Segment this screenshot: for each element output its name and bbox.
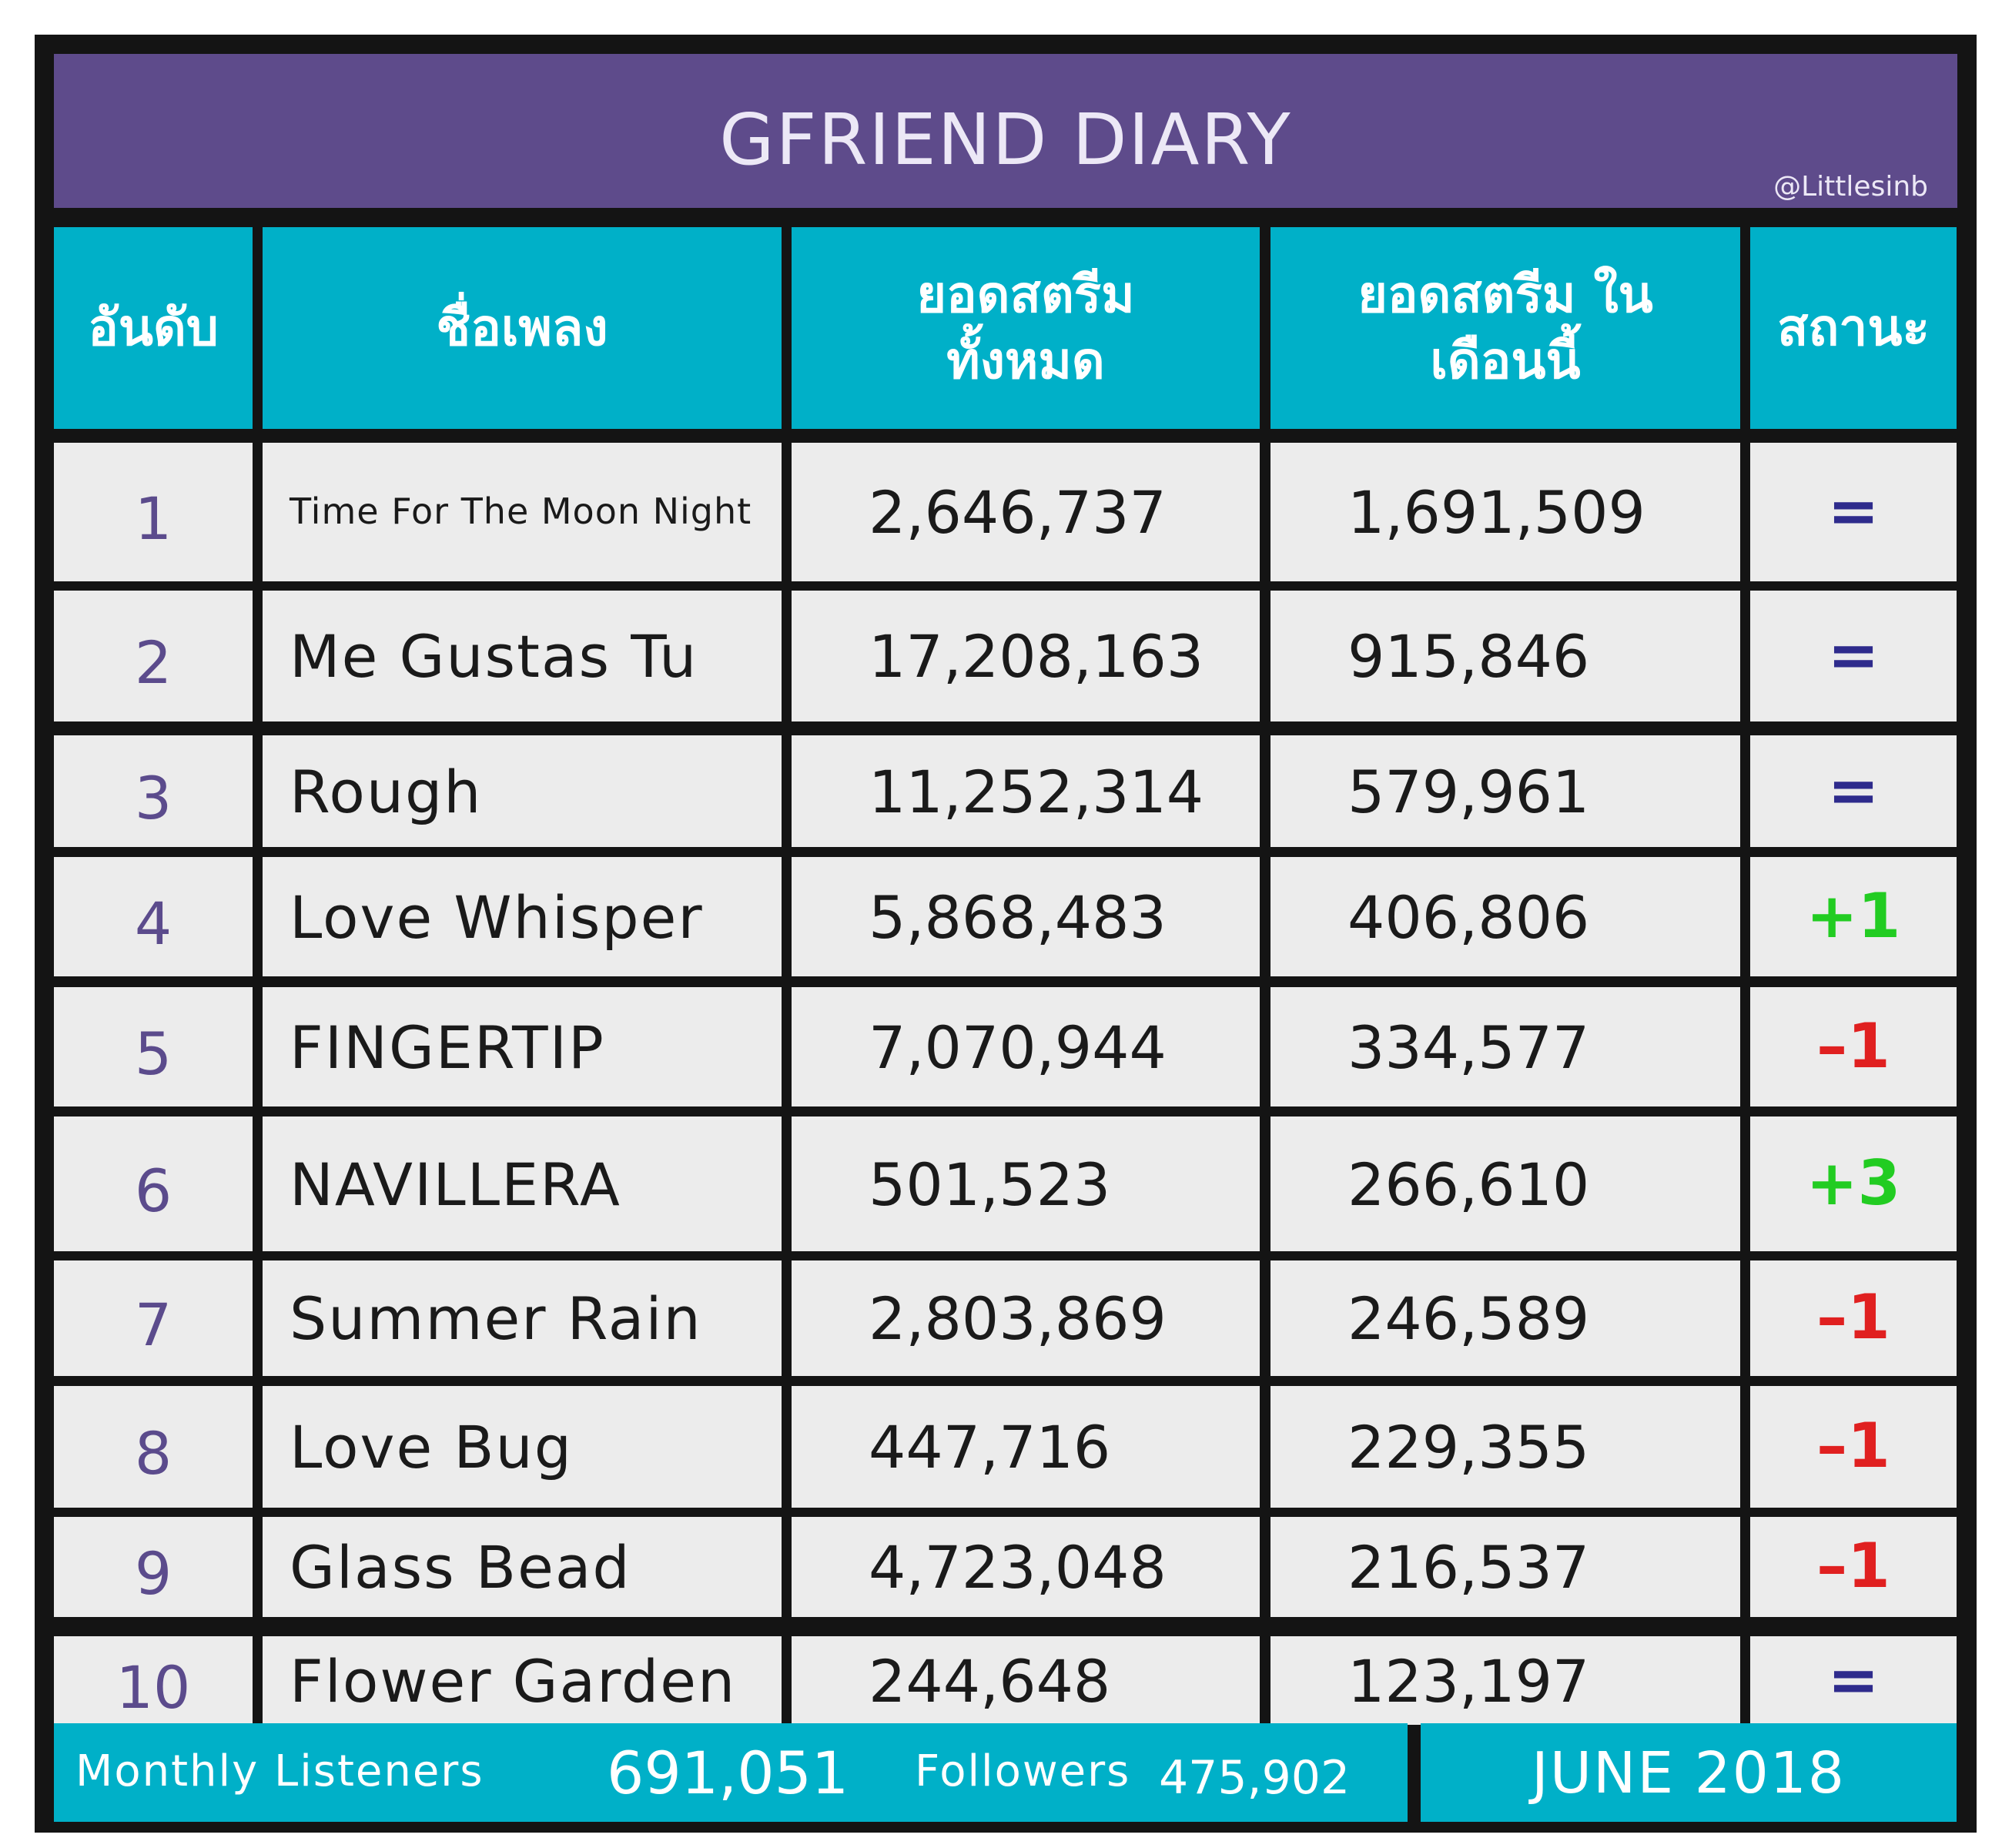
total-streams: 7,070,944 [869, 1013, 1167, 1082]
monthly-streams: 1,691,509 [1348, 478, 1645, 547]
rank-number: 4 [134, 889, 172, 958]
status-change: –1 [1816, 1009, 1890, 1082]
table-cell-month [1270, 735, 1740, 847]
table-cell-month [1270, 1517, 1740, 1617]
table-cell-status [1750, 1386, 1957, 1508]
header-status-label: สถานะ [1777, 298, 1930, 358]
title-bar [54, 54, 1957, 208]
status-change: –1 [1816, 1410, 1890, 1481]
rank-number: 6 [134, 1156, 172, 1225]
chart-frame [35, 35, 1977, 1833]
total-streams: 2,646,737 [869, 478, 1167, 547]
status-change: = [1827, 1643, 1880, 1716]
total-streams: 5,868,483 [869, 882, 1167, 952]
followers-label: Followers [915, 1746, 1131, 1796]
table-cell-status [1750, 1636, 1957, 1725]
table-cell-total [792, 987, 1260, 1106]
period-label: JUNE 2018 [1532, 1740, 1846, 1806]
rank-number: 9 [134, 1539, 172, 1608]
header-total-streams [792, 227, 1260, 429]
status-change: –1 [1816, 1281, 1890, 1353]
total-streams: 244,648 [869, 1646, 1111, 1716]
song-title: Glass Bead [290, 1533, 631, 1602]
status-change: +1 [1806, 879, 1901, 952]
table-cell-rank [54, 443, 253, 581]
table-cell-total [792, 735, 1260, 847]
header-month-label: ยอดสตรีม ในเดือนนี้ [1358, 265, 1653, 390]
header-month-streams [1270, 227, 1740, 429]
rank-number: 5 [134, 1019, 172, 1088]
monthly-streams: 246,589 [1348, 1284, 1590, 1353]
monthly-streams: 266,610 [1348, 1150, 1590, 1219]
table-cell-song [263, 591, 782, 721]
table-cell-song [263, 857, 782, 976]
table-cell-status [1750, 1517, 1957, 1617]
table-cell-month [1270, 987, 1740, 1106]
followers-value: 475,902 [1159, 1751, 1351, 1805]
table-cell-song [263, 1517, 782, 1617]
table-cell-month [1270, 1116, 1740, 1251]
table-cell-song [263, 1386, 782, 1508]
monthly-streams: 579,961 [1348, 757, 1590, 826]
table-cell-month [1270, 443, 1740, 581]
table-cell-rank [54, 591, 253, 721]
table-cell-rank [54, 1260, 253, 1376]
monthly-streams: 915,846 [1348, 622, 1590, 691]
monthly-streams: 123,197 [1348, 1646, 1590, 1716]
total-streams: 17,208,163 [869, 622, 1204, 691]
table-cell-status [1750, 1260, 1957, 1376]
table-cell-status [1750, 591, 1957, 721]
song-title: Love Bug [290, 1413, 573, 1481]
status-change: +3 [1806, 1147, 1901, 1219]
footer-stats [54, 1723, 1408, 1822]
monthly-streams: 229,355 [1348, 1413, 1590, 1481]
header-rank-label: อันดับ [88, 298, 219, 358]
table-cell-song [263, 987, 782, 1106]
rank-number: 3 [134, 763, 172, 832]
monthly-streams: 406,806 [1348, 882, 1590, 952]
table-cell-status [1750, 735, 1957, 847]
table-cell-song [263, 1636, 782, 1725]
total-streams: 4,723,048 [869, 1533, 1167, 1602]
table-cell-total [792, 1386, 1260, 1508]
table-cell-rank [54, 987, 253, 1106]
table-cell-month [1270, 857, 1740, 976]
table-cell-rank [54, 1517, 253, 1617]
table-cell-status [1750, 1116, 1957, 1251]
rank-number: 2 [134, 628, 172, 697]
table-cell-status [1750, 443, 1957, 581]
monthly-listeners-value: 691,051 [607, 1739, 849, 1807]
table-cell-month [1270, 1260, 1740, 1376]
total-streams: 11,252,314 [869, 757, 1204, 826]
monthly-listeners-label: Monthly Listeners [75, 1746, 484, 1796]
status-change: = [1827, 754, 1880, 826]
table-cell-song [263, 1116, 782, 1251]
table-cell-total [792, 1517, 1260, 1617]
header-song-label: ชื่อเพลง [436, 298, 608, 358]
song-title: Flower Garden [290, 1646, 737, 1716]
total-streams: 447,716 [869, 1413, 1111, 1481]
monthly-streams: 216,537 [1348, 1533, 1590, 1602]
song-title: FINGERTIP [290, 1013, 605, 1082]
table-cell-song [263, 1260, 782, 1376]
table-cell-status [1750, 987, 1957, 1106]
table-cell-status [1750, 857, 1957, 976]
song-title: Rough [290, 757, 483, 826]
rank-number: 10 [116, 1652, 191, 1722]
table-cell-rank [54, 1116, 253, 1251]
header-rank [54, 227, 253, 429]
rank-number: 1 [134, 484, 172, 553]
header-total-label: ยอดสตรีม ทั้งหมด [916, 265, 1135, 390]
table-cell-song [263, 735, 782, 847]
table-cell-total [792, 591, 1260, 721]
table-cell-total [792, 857, 1260, 976]
table-cell-rank [54, 1636, 253, 1725]
table-cell-total [792, 1636, 1260, 1725]
status-change: = [1827, 475, 1880, 547]
table-cell-rank [54, 857, 253, 976]
song-title: Summer Rain [290, 1284, 702, 1353]
table-cell-total [792, 1116, 1260, 1251]
footer-period [1421, 1723, 1957, 1822]
table-cell-total [792, 443, 1260, 581]
chart-title: GFRIEND DIARY [719, 99, 1292, 181]
song-title: Love Whisper [290, 882, 704, 952]
song-title: Me Gustas Tu [290, 622, 698, 691]
table-cell-song [263, 443, 782, 581]
status-change: = [1827, 619, 1880, 691]
table-cell-total [792, 1260, 1260, 1376]
credit-handle: @Littlesinb [1773, 171, 1928, 203]
table-cell-rank [54, 1386, 253, 1508]
table-cell-month [1270, 1386, 1740, 1508]
table-cell-rank [54, 735, 253, 847]
total-streams: 501,523 [869, 1150, 1111, 1219]
rank-number: 8 [134, 1419, 172, 1488]
total-streams: 2,803,869 [869, 1284, 1167, 1353]
header-song [263, 227, 782, 429]
song-title: NAVILLERA [290, 1150, 621, 1219]
status-change: –1 [1816, 1530, 1890, 1602]
table-cell-month [1270, 1636, 1740, 1725]
table-cell-month [1270, 591, 1740, 721]
header-status [1750, 227, 1957, 429]
monthly-streams: 334,577 [1348, 1013, 1590, 1082]
rank-number: 7 [134, 1291, 172, 1359]
song-title: Time For The Moon Night [290, 490, 752, 532]
